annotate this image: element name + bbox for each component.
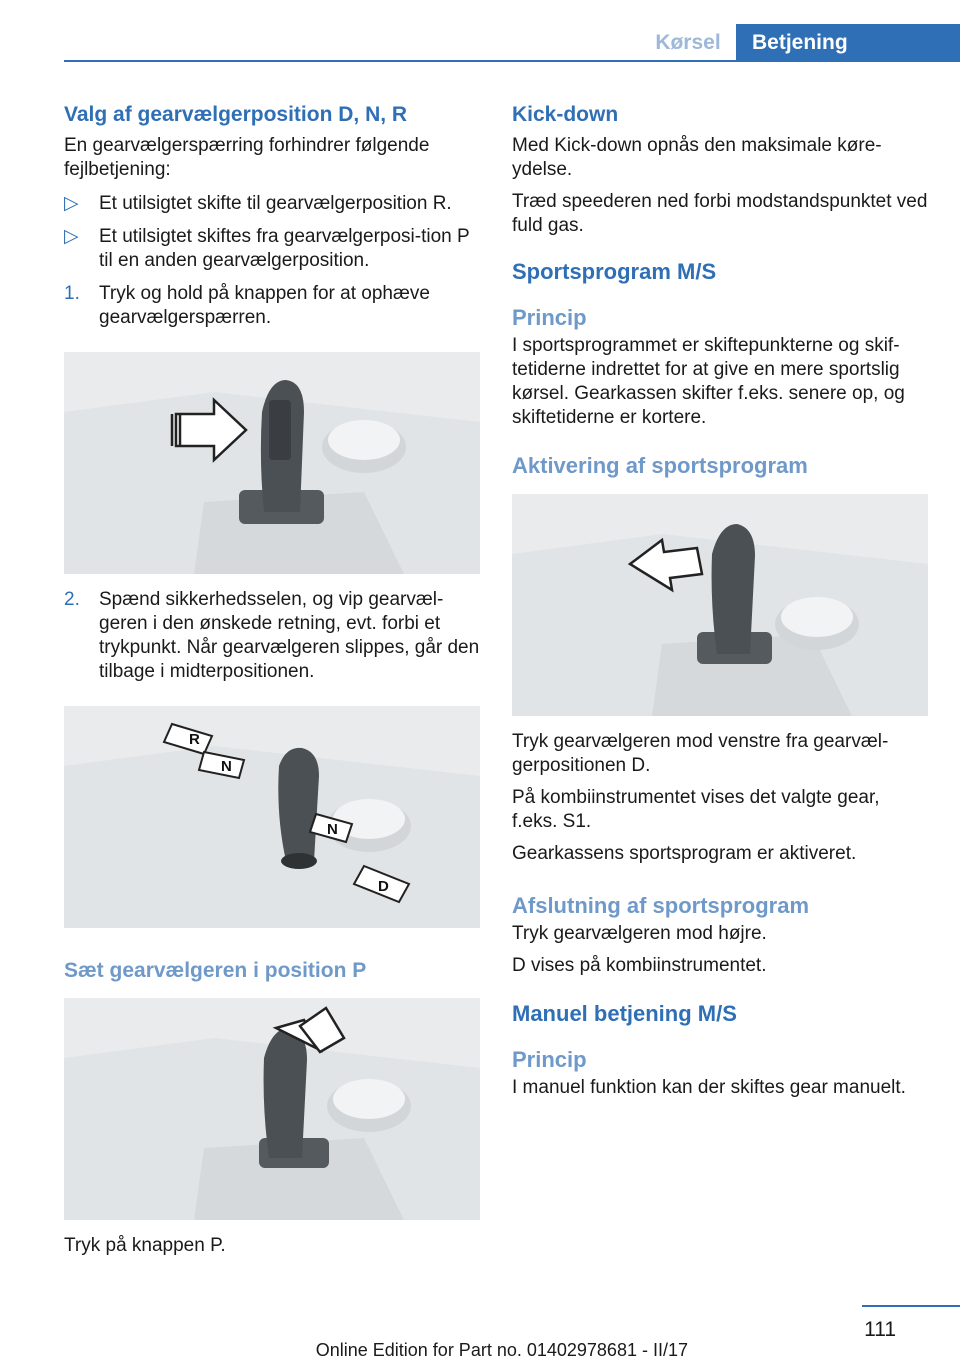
header-chapter-tab[interactable]: Betjening: [736, 24, 960, 62]
step-number: 1.: [64, 283, 80, 304]
page-number: 111: [864, 1318, 896, 1341]
end-text-1: Tryk gearvælgeren mod højre.: [512, 923, 767, 944]
principle-text: I sportsprogrammet er skiftepunkterne og skif-tetiderne indrettet for at give en mere sportslig kørsel. Gearkassen skifter f.eks. senere op, og skiftetiderne er kortere.: [512, 335, 905, 428]
heading-sport-program: Sportsprogram M/S: [512, 259, 717, 284]
step-text: Spænd sikkerhedsselen, og vip gearvæl-geren i den ønskede retning, evt. forbi et trykpunkt. Når gearvælgeren slippes, går den tilbage i midterpositionen.: [99, 589, 480, 682]
figure-label-neutral-upper: N: [221, 758, 232, 775]
heading-activate-sport: Aktivering af sportsprogram: [512, 453, 808, 478]
step-number: 2.: [64, 589, 80, 610]
figure-label-reverse: R: [189, 731, 200, 748]
gear-selector-figure-unlock: [64, 352, 480, 574]
step-1: [64, 282, 480, 330]
bullet-text: Et utilsigtet skiftes fra gearvælgerposi-tion P til en anden gearvælgerposition.: [99, 226, 470, 271]
heading-manual-principle: Princip: [512, 1047, 587, 1072]
figure-label-drive: D: [378, 878, 389, 895]
gear-selector-figure-park: [64, 998, 480, 1220]
figure-label-neutral-lower: N: [327, 821, 338, 838]
activate-text-3: Gearkassens sportsprogram er aktiveret.: [512, 843, 857, 864]
step-2: [64, 588, 480, 684]
heading-kickdown: Kick-down: [512, 103, 619, 126]
activate-text-2: På kombiinstrumentet vises det valgte gear, f.eks. S1.: [512, 787, 880, 832]
gear-selector-figure-positions: [64, 706, 480, 928]
activate-text-1: Tryk gearvælgeren mod venstre fra gearvæl-gerpositionen D.: [512, 731, 889, 776]
footer-rule: [862, 1305, 960, 1307]
header-section-tab[interactable]: Kørsel: [655, 31, 721, 54]
end-text-2: D vises på kombiinstrumentet.: [512, 955, 767, 976]
edition-line: Online Edition for Part no. 01402978681 - II/17: [315, 1340, 688, 1360]
gear-selector-figure-sport: [512, 494, 928, 716]
heading-select-position: Valg af gearvælgerposition D, N, R: [64, 103, 408, 126]
heading-principle: Princip: [512, 305, 587, 330]
triangle-bullet-icon: ▷: [64, 193, 79, 214]
left-column: [64, 100, 480, 1258]
text-press-p: Tryk på knappen P.: [64, 1235, 226, 1256]
list-item: [64, 192, 480, 216]
heading-end-sport: Afslutning af sportsprogram: [512, 893, 810, 918]
kickdown-text-2: Træd speederen ned forbi modstandspunktet ved fuld gas.: [512, 191, 928, 236]
heading-position-p: Sæt gearvælgeren i position P: [64, 959, 367, 982]
manual-principle-text: I manuel funktion kan der skiftes gear manuelt.: [512, 1077, 906, 1098]
right-column: [512, 100, 928, 1100]
bullet-text: Et utilsigtet skifte til gearvælgerposition R.: [99, 193, 452, 214]
kickdown-text-1: Med Kick-down opnås den maksimale køre-ydelse.: [512, 135, 882, 180]
list-item: [64, 225, 480, 273]
step-text: Tryk og hold på knappen for at ophæve gearvælgerspærren.: [99, 283, 430, 328]
intro-text: En gearvælgerspærring forhindrer følgende fejlbetjening:: [64, 135, 430, 180]
triangle-bullet-icon: ▷: [64, 226, 79, 247]
heading-manual: Manuel betjening M/S: [512, 1001, 737, 1026]
